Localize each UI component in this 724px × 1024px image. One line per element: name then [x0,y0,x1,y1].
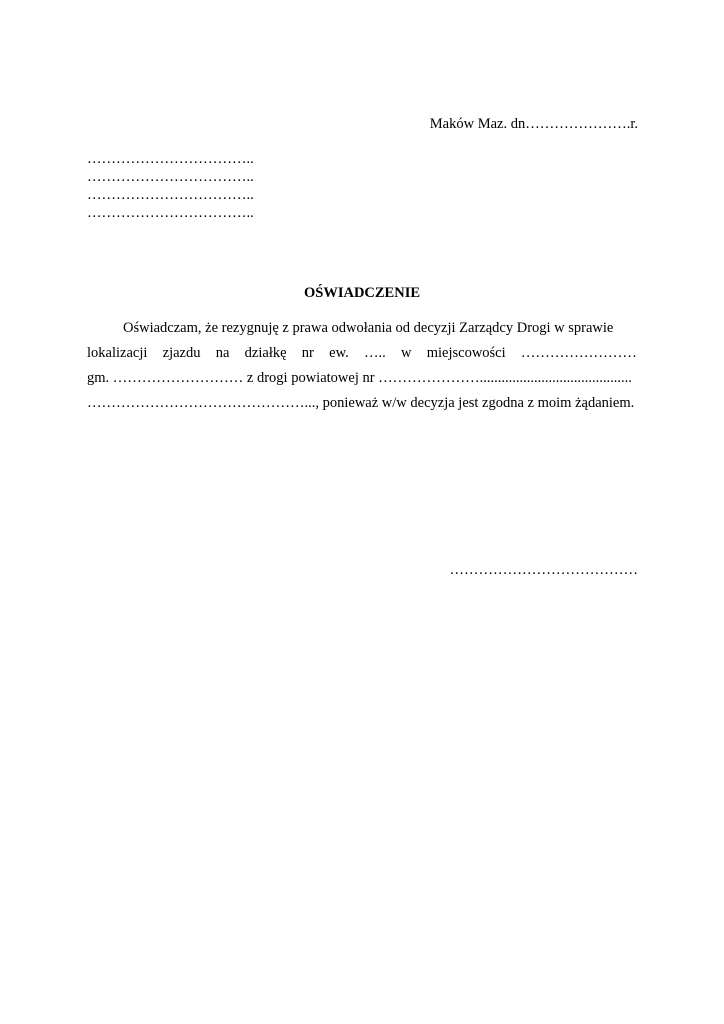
statement-word: miejscowości [426,345,506,361]
statement-line-2 [87,341,637,366]
address-line: …………………………….. [87,151,254,167]
address-line: …………………………….. [87,169,254,185]
statement-word: ….. [363,345,386,361]
statement-word: …………………… [520,345,637,361]
statement-line-4: ………………………………………..., ponieważ w/w decyzja jest zgodna z moim żądaniem. [87,395,635,411]
document-title: OŚWIADCZENIE [303,285,421,301]
statement-line-1: Oświadczam, że rezygnuję z prawa odwołania od decyzji Zarządcy Drogi w sprawie [123,320,614,336]
statement-word: ew. [329,345,349,361]
signature-line: ………………………………… [449,562,638,578]
statement-word: zjazdu [162,345,201,361]
address-line: …………………………….. [87,205,254,221]
place-date-line: Maków Maz. dn………………….r. [429,116,638,132]
address-line: …………………………….. [87,187,254,203]
statement-word: nr [301,345,314,361]
statement-paragraph [87,316,637,416]
address-block [87,150,254,222]
statement-word: w [400,345,412,361]
statement-word: działkę [244,345,287,361]
statement-word: na [215,345,230,361]
statement-line-3: gm. ……………………… z drogi powiatowej nr ………………….......................................... [87,370,632,386]
statement-word: lokalizacji [87,345,148,361]
